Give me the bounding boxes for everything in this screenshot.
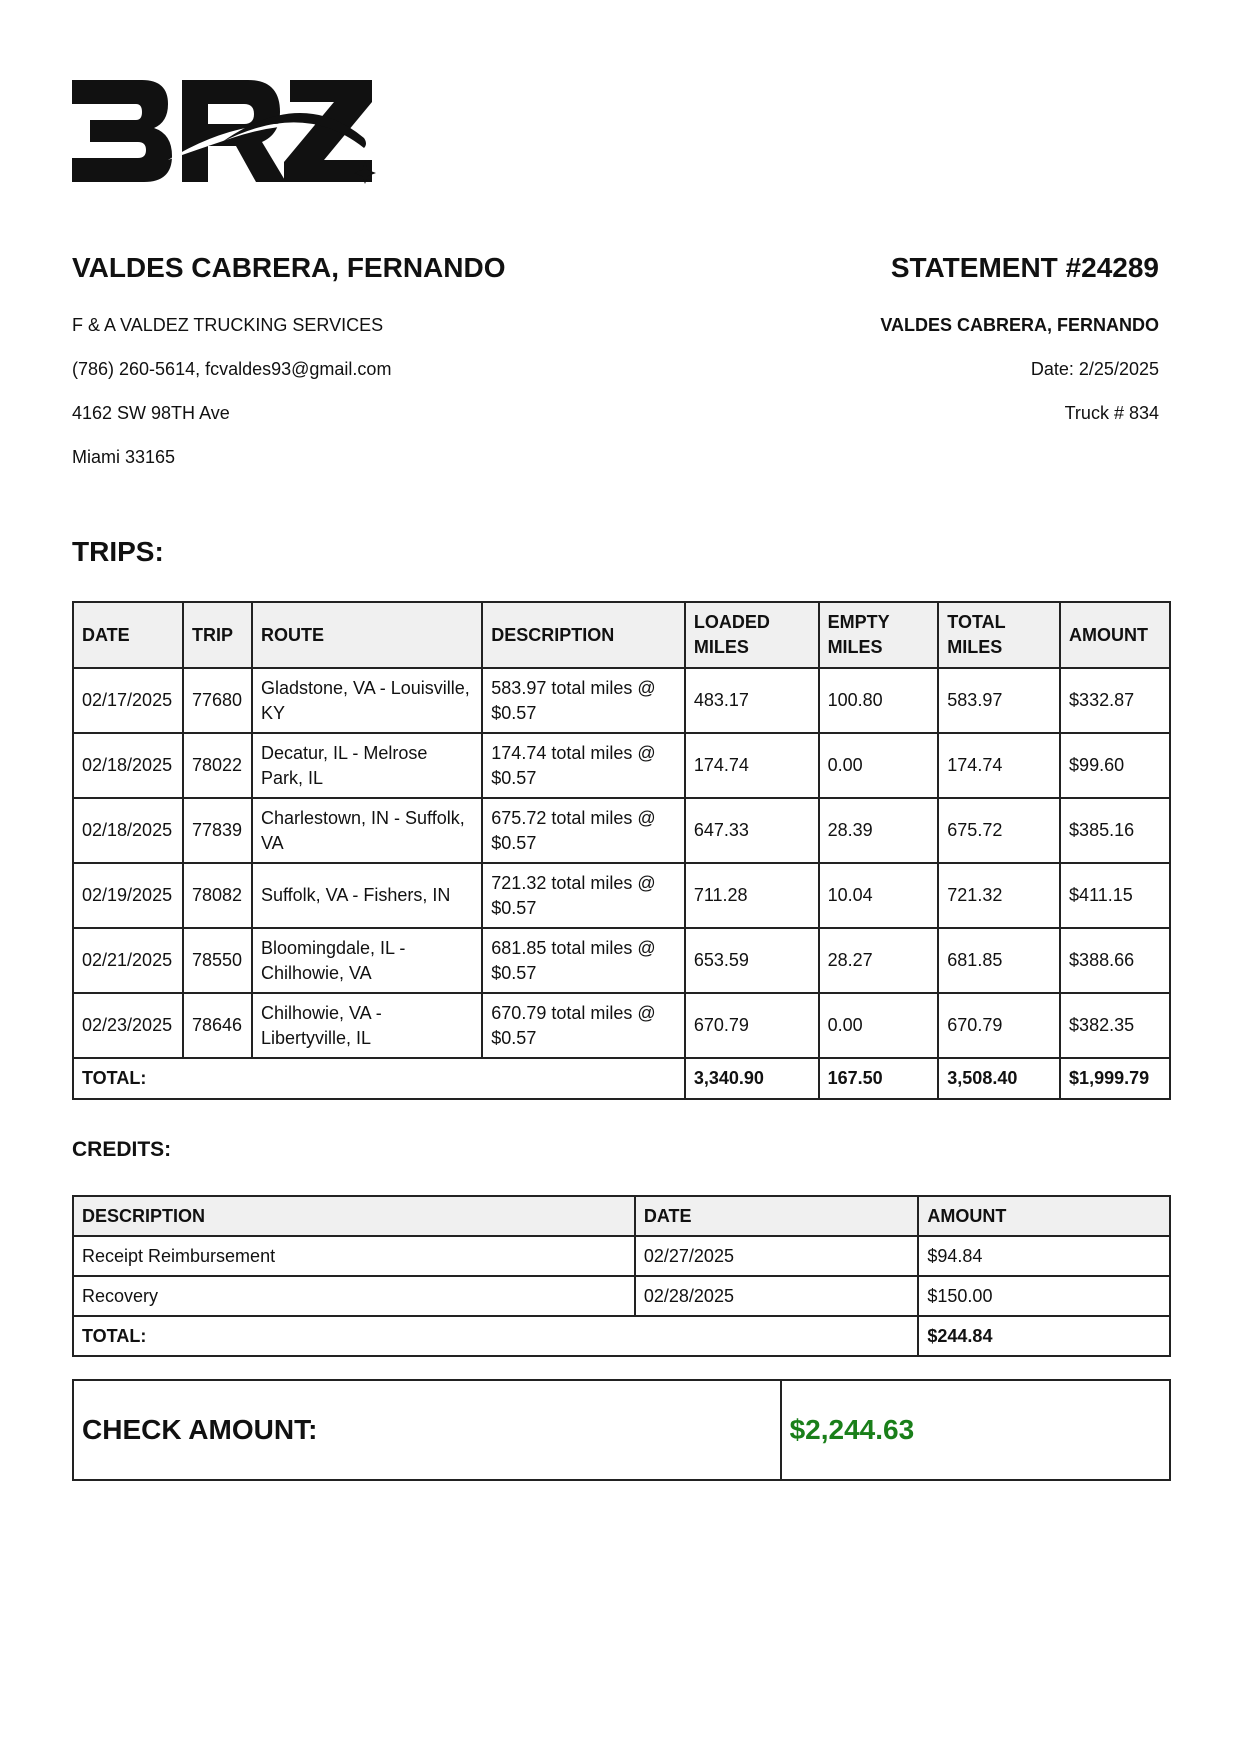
total-label: TOTAL: [73, 1316, 918, 1356]
table-row [73, 928, 1170, 993]
table-cell: $332.87 [1060, 668, 1170, 733]
table-cell: 675.72 [938, 798, 1060, 863]
table-cell: 721.32 [938, 863, 1060, 928]
table-cell: 77839 [183, 798, 252, 863]
table-cell: $99.60 [1060, 733, 1170, 798]
check-amount-value: $2,244.63 [781, 1380, 1170, 1480]
statement-driver: VALDES CABRERA, FERNANDO [880, 315, 1159, 335]
table-cell: 02/18/2025 [73, 733, 183, 798]
table-row [73, 1276, 1170, 1316]
statement-info [880, 314, 1159, 446]
table-cell: 28.27 [819, 928, 939, 993]
statement-date: Date: 2/25/2025 [1030, 359, 1159, 379]
address-line-1: 4162 SW 98TH Ave [72, 403, 230, 423]
check-amount-label: CHECK AMOUNT: [73, 1380, 781, 1480]
total-label: TOTAL: [73, 1058, 685, 1099]
table-cell: $382.35 [1060, 993, 1170, 1058]
credits-header-row [73, 1196, 1170, 1236]
trips-total-row [73, 1058, 1170, 1099]
table-cell: 670.79 [938, 993, 1060, 1058]
table-cell: $388.66 [1060, 928, 1170, 993]
column-header: DATE [73, 602, 183, 668]
column-header: DESCRIPTION [482, 602, 685, 668]
table-cell: 675.72 total miles @ $0.57 [482, 798, 685, 863]
column-header: ROUTE [252, 602, 482, 668]
total-miles: 3,508.40 [938, 1058, 1060, 1099]
driver-name-title: VALDES CABRERA, FERNANDO [72, 252, 506, 283]
table-cell: 78550 [183, 928, 252, 993]
table-cell: 78022 [183, 733, 252, 798]
table-cell: 670.79 total miles @ $0.57 [482, 993, 685, 1058]
brz-logo [72, 78, 382, 193]
table-cell: $150.00 [918, 1276, 1170, 1316]
table-cell: 100.80 [819, 668, 939, 733]
contact-info: (786) 260-5614, fcvaldes93@gmail.com [72, 359, 392, 379]
table-cell: $94.84 [918, 1236, 1170, 1276]
table-cell: 483.17 [685, 668, 819, 733]
table-row [73, 993, 1170, 1058]
table-row [73, 798, 1170, 863]
column-header: DESCRIPTION [73, 1196, 635, 1236]
table-cell: 174.74 total miles @ $0.57 [482, 733, 685, 798]
table-cell: 28.39 [819, 798, 939, 863]
table-cell: 02/23/2025 [73, 993, 183, 1058]
credits-heading: CREDITS: [72, 1138, 172, 1161]
table-row [73, 1236, 1170, 1276]
table-cell: 77680 [183, 668, 252, 733]
column-header: TOTAL MILES [938, 602, 1060, 668]
table-cell: 721.32 total miles @ $0.57 [482, 863, 685, 928]
table-cell: 681.85 [938, 928, 1060, 993]
table-cell: 647.33 [685, 798, 819, 863]
check-row [73, 1380, 1170, 1480]
table-cell: 78646 [183, 993, 252, 1058]
table-cell: 02/18/2025 [73, 798, 183, 863]
table-row [73, 733, 1170, 798]
total-loaded-miles: 3,340.90 [685, 1058, 819, 1099]
table-cell: 0.00 [819, 993, 939, 1058]
credits-total-row [73, 1316, 1170, 1356]
trips-heading: TRIPS: [72, 536, 164, 567]
column-header: DATE [635, 1196, 919, 1236]
table-cell: 583.97 total miles @ $0.57 [482, 668, 685, 733]
table-cell: 02/19/2025 [73, 863, 183, 928]
table-cell: 174.74 [938, 733, 1060, 798]
table-cell: 583.97 [938, 668, 1060, 733]
table-cell: $411.15 [1060, 863, 1170, 928]
column-header: EMPTY MILES [819, 602, 939, 668]
table-cell: 78082 [183, 863, 252, 928]
column-header: AMOUNT [918, 1196, 1170, 1236]
table-row [73, 668, 1170, 733]
table-cell: Gladstone, VA - Louisville, KY [252, 668, 482, 733]
company-name: F & A VALDEZ TRUCKING SERVICES [72, 315, 384, 335]
trips-table [72, 601, 1171, 1100]
address-line-2: Miami 33165 [72, 447, 176, 467]
statement-number: STATEMENT #24289 [890, 252, 1159, 283]
table-cell: Suffolk, VA - Fishers, IN [252, 863, 482, 928]
check-amount-box [72, 1379, 1171, 1481]
truck-number: Truck # 834 [1064, 403, 1159, 423]
total-empty-miles: 167.50 [819, 1058, 939, 1099]
table-cell: 653.59 [685, 928, 819, 993]
table-cell: Receipt Reimbursement [73, 1236, 635, 1276]
table-cell: 02/17/2025 [73, 668, 183, 733]
credits-table [72, 1195, 1171, 1357]
column-header: LOADED MILES [685, 602, 819, 668]
table-cell: Chilhowie, VA - Libertyville, IL [252, 993, 482, 1058]
credits-total-amount: $244.84 [918, 1316, 1170, 1356]
table-cell: Bloomingdale, IL - Chilhowie, VA [252, 928, 482, 993]
trips-header-row [73, 602, 1170, 668]
table-cell: Charlestown, IN - Suffolk, VA [252, 798, 482, 863]
table-cell: 0.00 [819, 733, 939, 798]
carrier-info [72, 314, 391, 490]
table-cell: 174.74 [685, 733, 819, 798]
table-cell: Recovery [73, 1276, 635, 1316]
table-cell: 681.85 total miles @ $0.57 [482, 928, 685, 993]
column-header: AMOUNT [1060, 602, 1170, 668]
table-cell: 02/27/2025 [635, 1236, 919, 1276]
table-cell: 02/21/2025 [73, 928, 183, 993]
column-header: TRIP [183, 602, 252, 668]
table-cell: 670.79 [685, 993, 819, 1058]
table-cell: Decatur, IL - Melrose Park, IL [252, 733, 482, 798]
table-cell: 02/28/2025 [635, 1276, 919, 1316]
total-amount: $1,999.79 [1060, 1058, 1170, 1099]
table-row [73, 863, 1170, 928]
table-cell: 711.28 [685, 863, 819, 928]
table-cell: $385.16 [1060, 798, 1170, 863]
table-cell: 10.04 [819, 863, 939, 928]
